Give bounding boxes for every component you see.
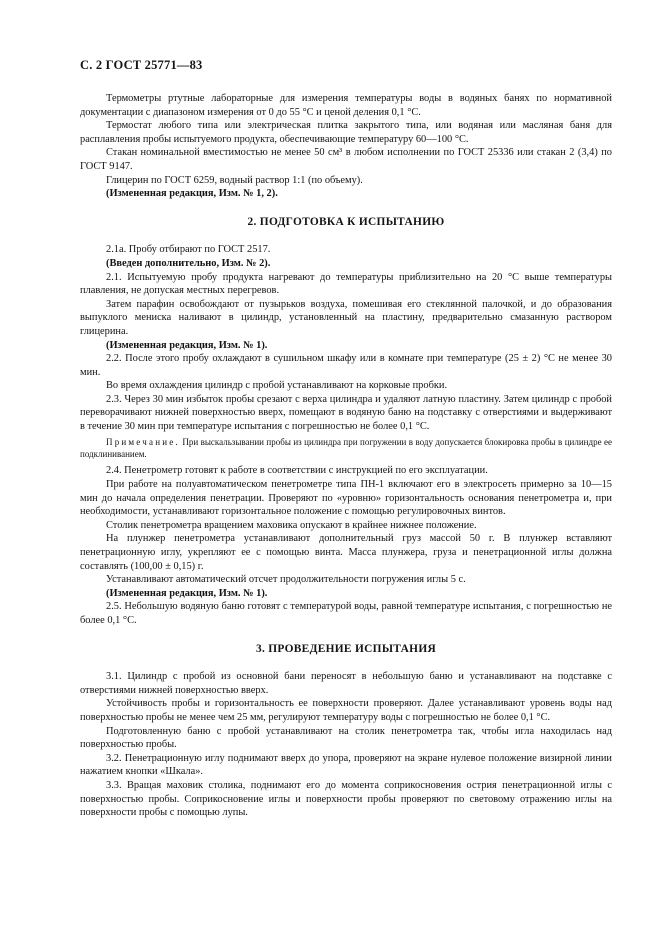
paragraph: При работе на полуавтоматическом пенетрометре типа ПН-1 включают его в электросеть примерно за 10—15 мин до начала определения пенетрации. Проверяют по «уровню» горизонтальность основания пенетрометра и, при необходимости, устанавливают горизонтальное положение с помощью регулировочных винтов.: [80, 479, 612, 518]
paragraph: На плунжер пенетрометра устанавливают дополнительный груз массой 50 г. В плунжер вставляют пенетрационную иглу, укрепляют ее с помощью винта. Масса плунжера, груза и пенетрационной иглы должна составлять (100,00 ± 0,15) г.: [80, 533, 612, 572]
paragraph: Столик пенетрометра вращением маховика опускают в крайнее нижнее положение.: [106, 519, 477, 531]
section-3-title: 3. ПРОВЕДЕНИЕ ИСПЫТАНИЯ: [255, 642, 437, 655]
note-text: При выскальзывании пробы из цилиндра при погружении в воду допускается блокировка пробы в цилиндре ее подклиниванием.: [80, 436, 613, 460]
revision-note: (Измененная редакция, Изм. № 1).: [106, 587, 268, 599]
paragraph: 3.3. Вращая маховик столика, поднимают его до момента соприкосновения острия пенетрационной иглы с поверхностью пробы. Соприкосновение иглы и поверхности пробы проверяют по световому отражению иглы на поверхности пробы с помощью лупы.: [80, 779, 612, 819]
section-2-body: [80, 243, 612, 627]
intro-paragraph: Глицерин по ГОСТ 6259, водный раствор 1:1 (по объему).: [106, 174, 363, 186]
paragraph: Затем парафин освобождают от пузырьков воздуха, помешивая его стеклянной палочкой, и до образования выпуклого мениска наливают в цилиндр, установленный на пластину, предварительно смазанную раствором глицерина.: [80, 298, 612, 337]
revision-note: (Измененная редакция, Изм. № 1, 2).: [106, 188, 278, 200]
paragraph: Подготовленную баню с пробой устанавливают на столик пенетрометра так, чтобы игла находилась над поверхностью пробы.: [80, 725, 612, 751]
paragraph: Устойчивость пробы и горизонтальность ее поверхности проверяют. Далее устанавливают уровень воды над поверхностью пробы не менее чем 25 мм, регулируют температуру воды с погрешностью не более 0,1 °С.: [80, 698, 612, 723]
paragraph: 2.5. Небольшую водяную баню готовят с температурой воды, равной температуре испытания, с погрешностью не более 0,1 °С.: [80, 601, 612, 626]
intro-paragraph: Стакан номинальной вместимостью не менее 50 см³ в любом исполнении по ГОСТ 25336 или стакан 2 (3,4) по ГОСТ 9147.: [80, 147, 612, 172]
paragraph: 2.2. После этого пробу охлаждают в сушильном шкафу или в комнате при температуре (25 ± 2) °С не менее 30 мин.: [80, 353, 612, 378]
paragraph: 2.1а. Пробу отбирают по ГОСТ 2517.: [106, 244, 271, 256]
revision-note: (Введен дополнительно, Изм. № 2).: [106, 257, 271, 269]
paragraph: Устанавливают автоматический отсчет продолжительности погружения иглы 5 с.: [106, 574, 466, 586]
intro-paragraph: Термометры ртутные лабораторные для измерения температуры воды в водяных банях по нормативной документации с диапазоном измерения от 0 до 55 °С и ценой деления 0,1 °С.: [80, 93, 612, 118]
note: [80, 436, 612, 461]
intro-block: [80, 92, 612, 201]
document-body: [80, 92, 612, 820]
revision-note: (Измененная редакция, Изм. № 1).: [106, 339, 268, 351]
paragraph: Во время охлаждения цилиндр с пробой устанавливают на корковые пробки.: [106, 380, 448, 392]
intro-paragraph: Термостат любого типа или электрическая плитка закрытого типа, или водяная или масляная баня для расплавления пробы испытуемого продукта, обеспечивающие температуру 60—100 °С.: [80, 120, 612, 145]
section-3-body: [80, 670, 612, 820]
note-label: Примечание.: [106, 436, 180, 447]
paragraph: 3.1. Цилиндр с пробой из основной бани переносят в небольшую баню и устанавливают на подставке с отверстиями нижней поверхностью вверх.: [80, 671, 612, 696]
page-header: С. 2 ГОСТ 25771—83: [80, 58, 203, 72]
paragraph: 2.4. Пенетрометр готовят к работе в соответствии с инструкцией по его эксплуатации.: [106, 465, 488, 477]
section-2-title: 2. ПОДГОТОВКА К ИСПЫТАНИЮ: [247, 215, 445, 228]
paragraph: 3.2. Пенетрационную иглу поднимают вверх до упора, проверяют на экране нулевое положение визирной линии нажатием кнопки «Шкала».: [80, 752, 612, 778]
paragraph: 2.3. Через 30 мин избыток пробы срезают с верха цилиндра и удаляют латную пластину. Затем цилиндр с пробой переворачивают нижней поверхностью вверх, помещают в водяную баню на подставку с отверстиями и выдерживают в течение 30 мин при температуре испытания с погрешностью не более 0,1 °С.: [80, 393, 612, 433]
paragraph: 2.1. Испытуемую пробу продукта нагревают до температуры приблизительно на 20 °С выше температуры плавления, не допуская местных перегревов.: [80, 271, 612, 297]
